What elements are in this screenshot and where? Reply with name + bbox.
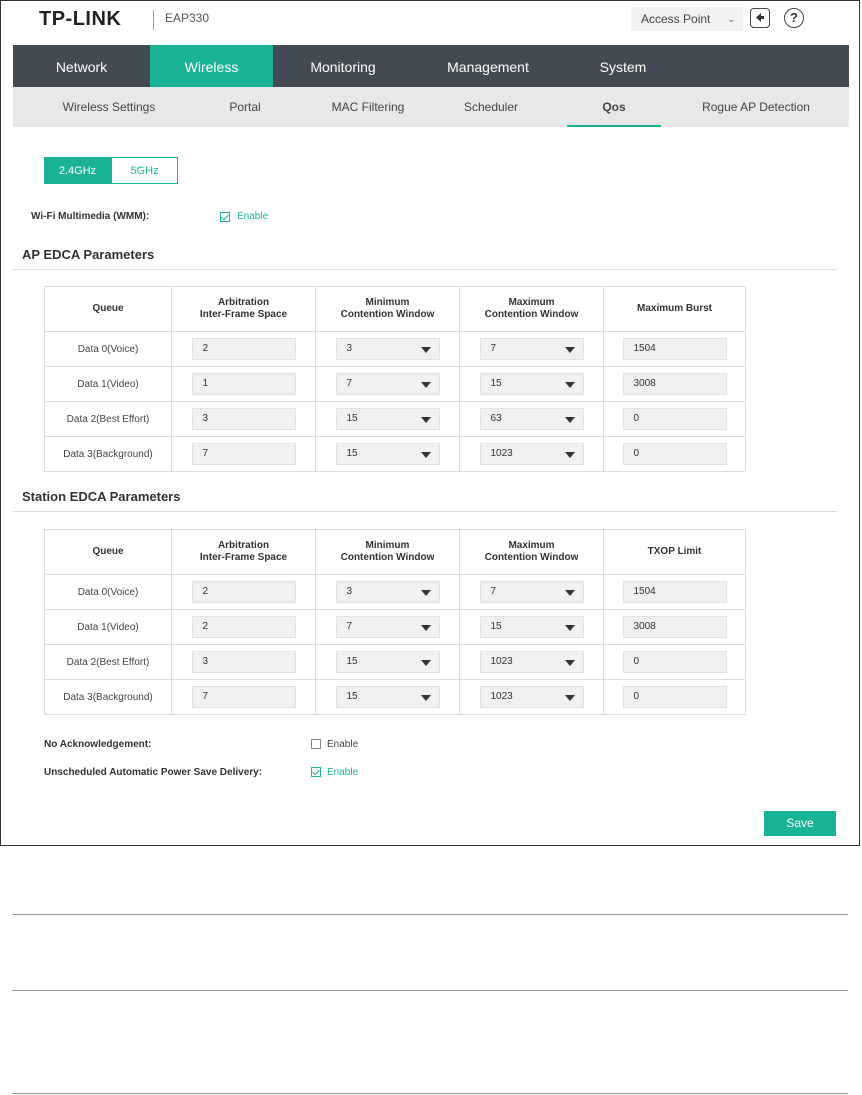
ap-edca-divider <box>13 269 837 270</box>
col-max-burst: Maximum Burst <box>604 287 746 332</box>
caret-down-icon <box>565 695 575 701</box>
caret-down-icon <box>421 660 431 666</box>
queue-name: Data 1(Video) <box>45 367 172 402</box>
device-model: EAP330 <box>165 11 210 25</box>
cwmin-select[interactable]: 3 <box>336 338 440 360</box>
queue-name: Data 1(Video) <box>45 610 172 645</box>
queue-name: Data 2(Best Effort) <box>45 645 172 680</box>
max-burst-input[interactable]: 0 <box>623 443 727 465</box>
cwmax-select[interactable]: 15 <box>480 373 584 395</box>
queue-name: Data 0(Voice) <box>45 575 172 610</box>
table-header-row <box>45 530 746 575</box>
table-row <box>45 332 746 367</box>
cwmax-select[interactable]: 63 <box>480 408 584 430</box>
band-tab-5ghz[interactable]: 5GHz <box>111 157 178 184</box>
cwmin-select[interactable]: 7 <box>336 373 440 395</box>
col-cwmax: Maximum Contention Window <box>460 530 604 575</box>
table-row <box>45 437 746 472</box>
aifs-input[interactable]: 2 <box>192 581 296 603</box>
table-row <box>45 645 746 680</box>
cwmax-select[interactable]: 1023 <box>480 686 584 708</box>
queue-name: Data 0(Voice) <box>45 332 172 367</box>
caret-down-icon <box>565 625 575 631</box>
txop-limit-input[interactable]: 0 <box>623 686 727 708</box>
table-row <box>45 575 746 610</box>
subtab-scheduler[interactable]: Scheduler <box>463 100 519 114</box>
cwmin-select[interactable]: 15 <box>336 651 440 673</box>
cwmax-select[interactable]: 7 <box>480 581 584 603</box>
cwmax-select[interactable]: 7 <box>480 338 584 360</box>
no-ack-checkbox[interactable] <box>311 739 321 749</box>
tab-management[interactable]: Management <box>447 59 529 75</box>
table-row <box>45 610 746 645</box>
table-row <box>45 367 746 402</box>
cwmin-select[interactable]: 15 <box>336 408 440 430</box>
station-edca-title: Station EDCA Parameters <box>22 489 181 504</box>
station-edca-divider <box>13 511 837 512</box>
station-edca-table <box>44 529 746 715</box>
col-aifs: Arbitration Inter-Frame Space <box>172 287 316 332</box>
document-rule <box>12 914 848 915</box>
txop-limit-input[interactable]: 0 <box>623 651 727 673</box>
col-txop-limit: TXOP Limit <box>604 530 746 575</box>
mode-select[interactable] <box>631 7 743 31</box>
subtab-rogue-ap-detection[interactable]: Rogue AP Detection <box>702 100 810 114</box>
cwmax-select[interactable]: 1023 <box>480 443 584 465</box>
apsd-checkbox[interactable] <box>311 767 321 777</box>
save-button[interactable]: Save <box>764 811 836 836</box>
logo-divider <box>153 10 154 30</box>
col-cwmin: Minimum Contention Window <box>316 530 460 575</box>
tab-system[interactable]: System <box>599 59 647 75</box>
subtab-mac-filtering[interactable]: MAC Filtering <box>331 100 405 114</box>
apsd-label: Unscheduled Automatic Power Save Delivery: <box>44 767 263 778</box>
queue-name: Data 3(Background) <box>45 680 172 715</box>
sub-nav <box>13 87 849 127</box>
aifs-input[interactable]: 7 <box>192 686 296 708</box>
mode-select-value: Access Point <box>641 12 711 26</box>
apsd-enable-label: Enable <box>327 767 359 778</box>
table-header-row <box>45 287 746 332</box>
aifs-input[interactable]: 2 <box>192 338 296 360</box>
queue-name: Data 3(Background) <box>45 437 172 472</box>
max-burst-input[interactable]: 0 <box>623 408 727 430</box>
table-row <box>45 680 746 715</box>
txop-limit-input[interactable]: 3008 <box>623 616 727 638</box>
caret-down-icon <box>421 590 431 596</box>
caret-down-icon <box>421 452 431 458</box>
queue-name: Data 2(Best Effort) <box>45 402 172 437</box>
wmm-enable-label: Enable <box>237 211 269 222</box>
caret-down-icon <box>421 382 431 388</box>
ap-edca-title: AP EDCA Parameters <box>22 247 155 262</box>
aifs-input[interactable]: 3 <box>192 651 296 673</box>
cwmax-select[interactable]: 15 <box>480 616 584 638</box>
band-tab-2.4ghz[interactable]: 2.4GHz <box>44 157 111 184</box>
cwmin-select[interactable]: 15 <box>336 443 440 465</box>
cwmin-select[interactable]: 15 <box>336 686 440 708</box>
ap-edca-table <box>44 286 746 472</box>
tab-network[interactable]: Network <box>55 59 108 75</box>
subtab-qos[interactable]: Qos <box>567 87 661 127</box>
caret-down-icon <box>565 590 575 596</box>
caret-down-icon <box>421 347 431 353</box>
caret-down-icon <box>421 417 431 423</box>
col-cwmax: Maximum Contention Window <box>460 287 604 332</box>
txop-limit-input[interactable]: 1504 <box>623 581 727 603</box>
top-nav <box>13 45 849 87</box>
no-ack-label: No Acknowledgement: <box>44 739 152 750</box>
aifs-input[interactable]: 7 <box>192 443 296 465</box>
col-queue: Queue <box>45 287 172 332</box>
caret-down-icon <box>565 347 575 353</box>
caret-down-icon <box>565 452 575 458</box>
aifs-input[interactable]: 2 <box>192 616 296 638</box>
caret-down-icon <box>421 695 431 701</box>
cwmax-select[interactable]: 1023 <box>480 651 584 673</box>
help-icon[interactable]: ? <box>784 8 804 28</box>
caret-down-icon <box>565 417 575 423</box>
cwmin-select[interactable]: 3 <box>336 581 440 603</box>
aifs-input[interactable]: 3 <box>192 408 296 430</box>
wmm-label: Wi-Fi Multimedia (WMM): <box>31 211 150 222</box>
chevron-down-icon: ⌄ <box>727 14 735 24</box>
document-rule <box>12 990 848 991</box>
col-cwmin: Minimum Contention Window <box>316 287 460 332</box>
subtab-portal[interactable]: Portal <box>229 100 261 114</box>
logout-icon[interactable] <box>750 8 770 28</box>
no-ack-enable-label: Enable <box>327 739 359 750</box>
table-row <box>45 402 746 437</box>
wmm-checkbox[interactable] <box>220 212 230 222</box>
aifs-input[interactable]: 1 <box>192 373 296 395</box>
max-burst-input[interactable]: 1504 <box>623 338 727 360</box>
brand-logo: TP-LINK <box>39 8 122 30</box>
tab-monitoring[interactable]: Monitoring <box>310 59 376 75</box>
col-queue: Queue <box>45 530 172 575</box>
caret-down-icon <box>565 660 575 666</box>
cwmin-select[interactable]: 7 <box>336 616 440 638</box>
header <box>13 1 849 45</box>
max-burst-input[interactable]: 3008 <box>623 373 727 395</box>
caret-down-icon <box>421 625 431 631</box>
subtab-wireless-settings[interactable]: Wireless Settings <box>62 100 156 114</box>
tab-wireless[interactable]: Wireless <box>150 45 273 87</box>
caret-down-icon <box>565 382 575 388</box>
col-aifs: Arbitration Inter-Frame Space <box>172 530 316 575</box>
document-rule <box>12 1093 848 1094</box>
